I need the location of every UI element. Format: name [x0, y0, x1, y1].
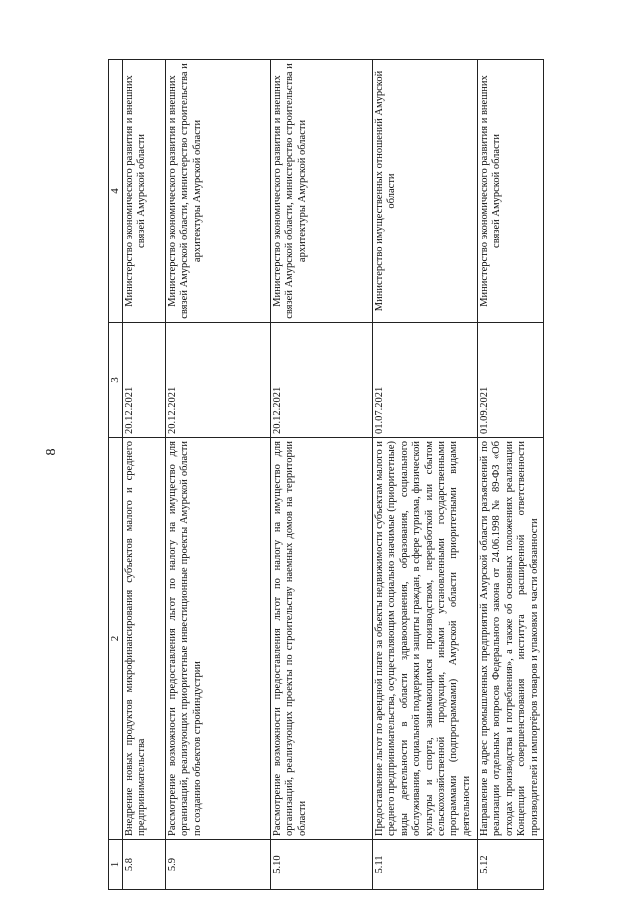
row-deadline: 01.09.2021: [478, 323, 544, 438]
table-row: [373, 60, 478, 890]
row-number: 5.9: [166, 840, 271, 890]
row-deadline: 20.12.2021: [166, 323, 271, 438]
header-col-2: 2: [109, 438, 123, 840]
table-row: [166, 60, 271, 890]
row-deadline: 20.12.2021: [271, 323, 373, 438]
table-row: [271, 60, 373, 890]
row-number: 5.8: [123, 840, 166, 890]
row-measure: Рассмотрение возможности предоставления льгот по налогу на имущество для организаций, реализующих приоритетные инвестиционные проекты Амурской области по созданию объектов стройиндустрии: [166, 438, 271, 840]
row-number: 5.11: [373, 840, 478, 890]
row-responsible: Министерство экономического развития и внешних связей Амурской области: [123, 60, 166, 323]
table-row: [478, 60, 544, 890]
row-number: 5.10: [271, 840, 373, 890]
row-responsible: Министерство экономического развития и внешних связей Амурской области, министерство строительства и архитектуры Амурской области: [166, 60, 271, 323]
row-measure: Рассмотрение возможности предоставления льгот по налогу на имущество для организаций, реализующих проекты по строительству наемных домов на территории области: [271, 438, 373, 840]
row-deadline: 01.07.2021: [373, 323, 478, 438]
row-measure: Внедрение новых продуктов микрофинансирования субъектов малого и среднего предпринимательства: [123, 438, 166, 840]
row-deadline: 20.12.2021: [123, 323, 166, 438]
header-col-4: 4: [109, 60, 123, 323]
measures-table: [108, 59, 544, 890]
table-header-row: [109, 60, 123, 890]
row-responsible: Министерство экономического развития и внешних связей Амурской области: [478, 60, 544, 323]
header-col-1: 1: [109, 840, 123, 890]
rotated-table-container: [108, 60, 540, 890]
header-col-3: 3: [109, 323, 123, 438]
table-row: [123, 60, 166, 890]
row-measure: Направление в адрес промышленных предприятий Амурской области разъяснений по реализации отдельных вопросов Федерального закона от 24.06.1998 № 89-ФЗ «Об отходах производства и потребления», а также об основных положениях реализации Концепции совершенствования института расширенной ответственности производителей и импортёров товаров и упаковки в части обязанности: [478, 438, 544, 840]
row-responsible: Министерство экономического развития и внешних связей Амурской области, министерство строительства и архитектуры Амурской области: [271, 60, 373, 323]
row-responsible: Министерство имущественных отношений Амурской области: [373, 60, 478, 323]
page-number: 8: [44, 448, 59, 456]
row-measure: Предоставление льгот по арендной плате за объекты недвижимости субъектам малого и среднего предпринимательства, осуществляющим социально значимые (приоритетные) виды деятельности в области здравоохранения, образования, социального обслуживания, социальной поддержки и защиты граждан, в сфере туризма, физической культуры и спорта, занимающимся производством, переработкой или сбытом сельскохозяйственной продукции, иными установленными государственными программами (подпрограммами) Амурской области приоритетными видами деятельности: [373, 438, 478, 840]
row-number: 5.12: [478, 840, 544, 890]
